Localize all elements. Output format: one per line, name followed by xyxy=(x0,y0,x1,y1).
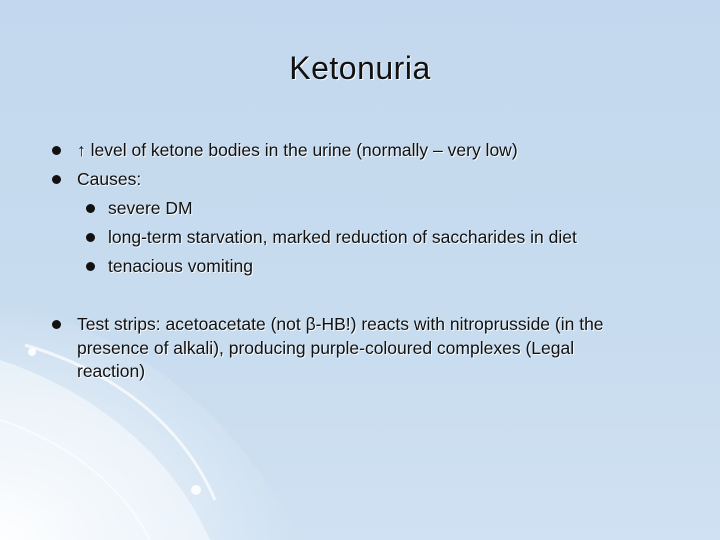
sub-bullet-item: tenacious vomiting xyxy=(108,256,253,276)
sub-bullet-item: severe DM xyxy=(108,198,193,218)
bullet-dot xyxy=(52,146,61,155)
bullet-item xyxy=(77,139,518,162)
sub-bullet-item: long-term starvation, marked reduction of saccharides in diet xyxy=(108,227,577,247)
bullet-item-line: presence of alkali), producing purple-coloured complexes (Legal xyxy=(77,338,575,358)
bullet-item: Causes: xyxy=(77,169,142,189)
bullet-text: level of ketone bodies in the urine (normally – very low) xyxy=(90,140,518,160)
bullet-item-line: reaction) xyxy=(77,361,146,381)
sub-bullet-dot xyxy=(86,204,95,213)
bullet-item-line: Test strips: acetoacetate (not β-HB!) reacts with nitroprusside (in the xyxy=(77,314,604,334)
slide-title: Ketonuria xyxy=(289,50,431,86)
bullet-dot xyxy=(52,175,61,184)
sub-bullet-dot xyxy=(86,262,95,271)
sub-bullet-dot xyxy=(86,233,95,242)
up-arrow-icon: ↑ xyxy=(77,140,86,160)
bullet-dot xyxy=(52,320,61,329)
